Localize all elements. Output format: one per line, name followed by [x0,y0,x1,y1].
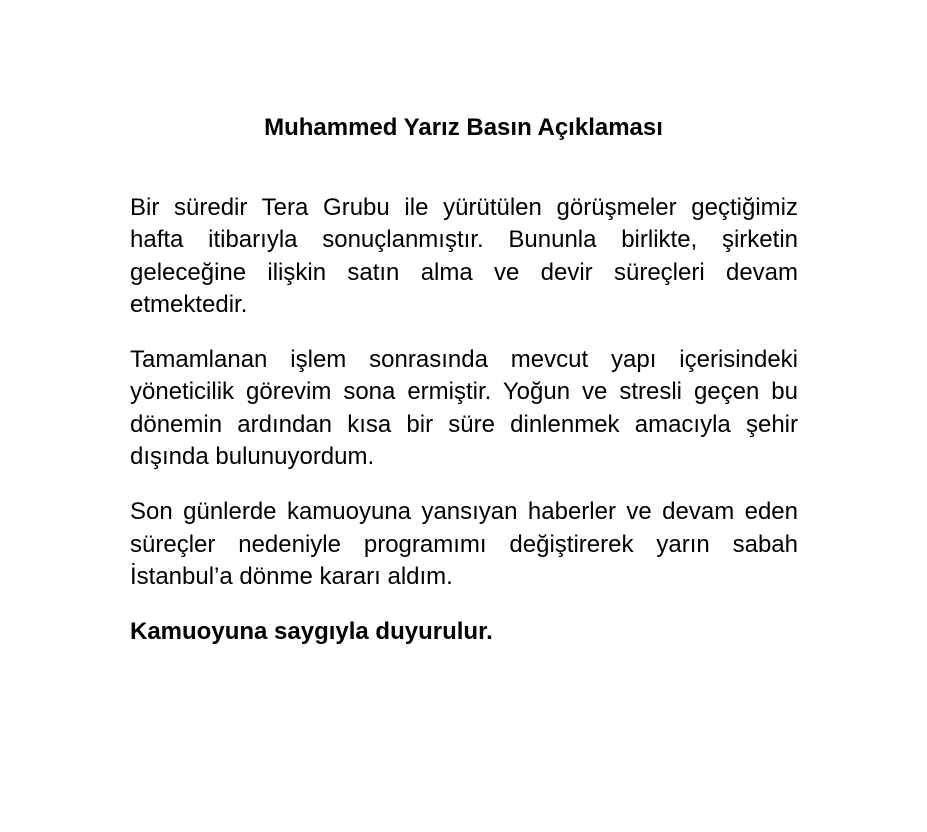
paragraph-3: Son günlerde kamuoyuna yansıyan haberler ve devam eden süreçler nedeniyle programımı değiştirerek yarın sabah İstanbul’a dönme kararı aldım. [130,498,798,590]
statement-body [130,192,798,648]
paragraph-1: Bir süredir Tera Grubu ile yürütülen görüşmeler geçtiğimiz hafta itibarıyla sonuçlanmıştır. Bununla birlikte, şirketin geleceğine ilişkin satın alma ve devir süreçleri devam etmektedir. [130,194,798,318]
closing-statement: Kamuoyuna saygıyla duyurulur. [130,618,493,646]
page-title: Muhammed Yarız Basın Açıklaması [264,114,663,141]
paragraph-2: Tamamlanan işlem sonrasında mevcut yapı içerisindeki yöneticilik görevim sona ermiştir. Yoğun ve stresli geçen bu dönemin ardından kısa bir süre dinlenmek amacıyla şehir dışında bulunuyordum. [130,346,798,471]
